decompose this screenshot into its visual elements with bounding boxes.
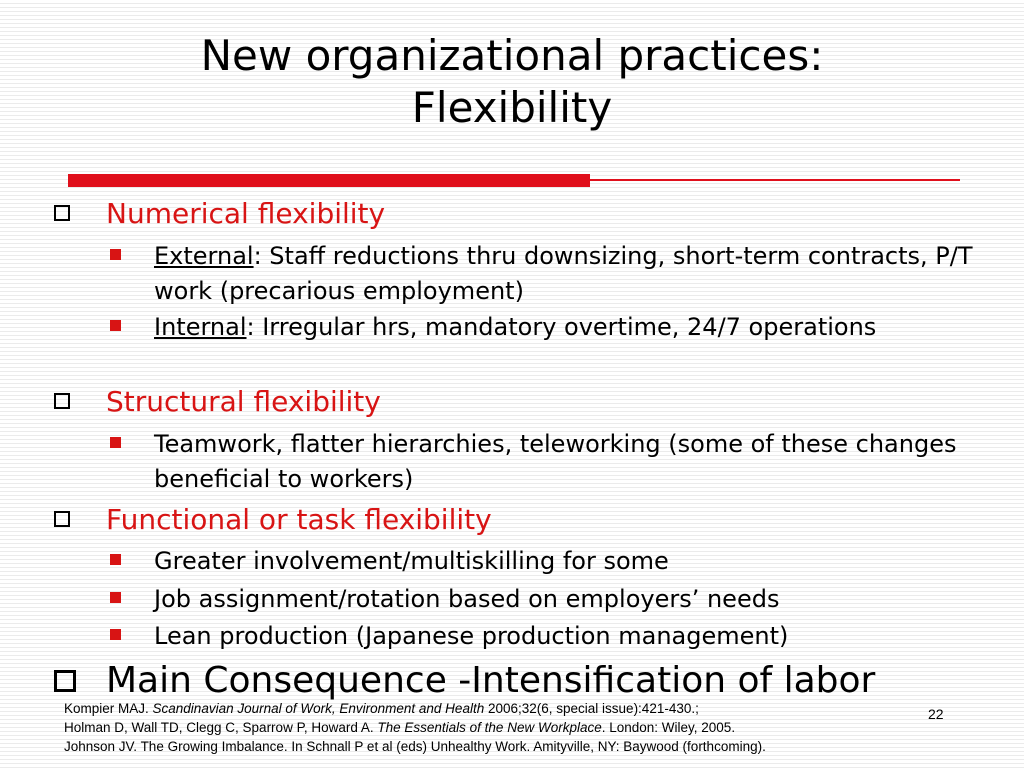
references-footer <box>64 699 944 756</box>
sub-bullet-teamwork <box>154 427 994 497</box>
sub-bullet-text: : Irregular hrs, mandatory overtime, 24/7 operations <box>246 313 877 341</box>
bullet-heading-text: Numerical flexibility <box>106 197 386 230</box>
bullet-heading-text: Structural flexibility <box>106 385 381 418</box>
title-rule-thin-segment <box>590 179 960 181</box>
sub-bullet-involvement <box>154 544 994 579</box>
sub-bullet-text: Job assignment/rotation based on employers’ needs <box>154 585 780 613</box>
sub-bullet-text: Lean production (Japanese production management) <box>154 622 789 650</box>
slide-title-line2: Flexibility <box>411 83 613 132</box>
reference-2 <box>64 718 944 737</box>
filled-square-bullet-icon <box>110 249 121 260</box>
slide-number: 22 <box>928 706 944 722</box>
reference-1 <box>64 699 944 718</box>
reference-2-book: The Essentials of the New Workplace <box>377 720 602 735</box>
sub-bullet-text: Teamwork, flatter hierarchies, teleworking (some of these changes beneficial to workers) <box>154 430 957 493</box>
reference-3: Johnson JV. The Growing Imbalance. In Schnall P et al (eds) Unhealthy Work. Amityville, NY: Baywood (forthcoming). <box>64 739 766 754</box>
hollow-square-bullet-icon <box>54 670 76 692</box>
slide-title-line1: New organizational practices: <box>200 31 824 80</box>
term-internal: Internal <box>154 313 247 341</box>
bullet-heading-text: Functional or task flexibility <box>106 503 492 536</box>
main-consequence-text: Main Consequence -Intensification of labor <box>106 660 876 701</box>
sub-bullet-job-rotation <box>154 582 994 617</box>
hollow-square-bullet-icon <box>54 205 70 221</box>
filled-square-bullet-icon <box>110 554 121 565</box>
sub-bullet-external <box>154 239 994 309</box>
hollow-square-bullet-icon <box>54 393 70 409</box>
filled-square-bullet-icon <box>110 592 121 603</box>
reference-1-details: 2006;32(6, special issue):421-430.; <box>484 701 699 716</box>
sub-bullet-internal <box>154 310 994 345</box>
title-underline-rule <box>68 174 960 187</box>
filled-square-bullet-icon <box>110 320 121 331</box>
sub-bullet-text: Greater involvement/multiskilling for some <box>154 547 669 575</box>
reference-1-journal: Scandinavian Journal of Work, Environment and Health <box>152 701 485 716</box>
sub-bullet-lean-production <box>154 619 994 654</box>
filled-square-bullet-icon <box>110 629 121 640</box>
title-rule-thick-segment <box>68 174 590 187</box>
term-external: External <box>154 242 254 270</box>
slide-title <box>0 30 1024 134</box>
filled-square-bullet-icon <box>110 437 121 448</box>
reference-1-authors: Kompier MAJ. <box>64 701 153 716</box>
reference-2-details: . London: Wiley, 2005. <box>601 720 736 735</box>
sub-bullet-text: : Staff reductions thru downsizing, short-term contracts, P/T work (precarious employment) <box>154 242 973 305</box>
hollow-square-bullet-icon <box>54 511 70 527</box>
reference-2-authors: Holman D, Wall TD, Clegg C, Sparrow P, Howard A. <box>64 720 378 735</box>
